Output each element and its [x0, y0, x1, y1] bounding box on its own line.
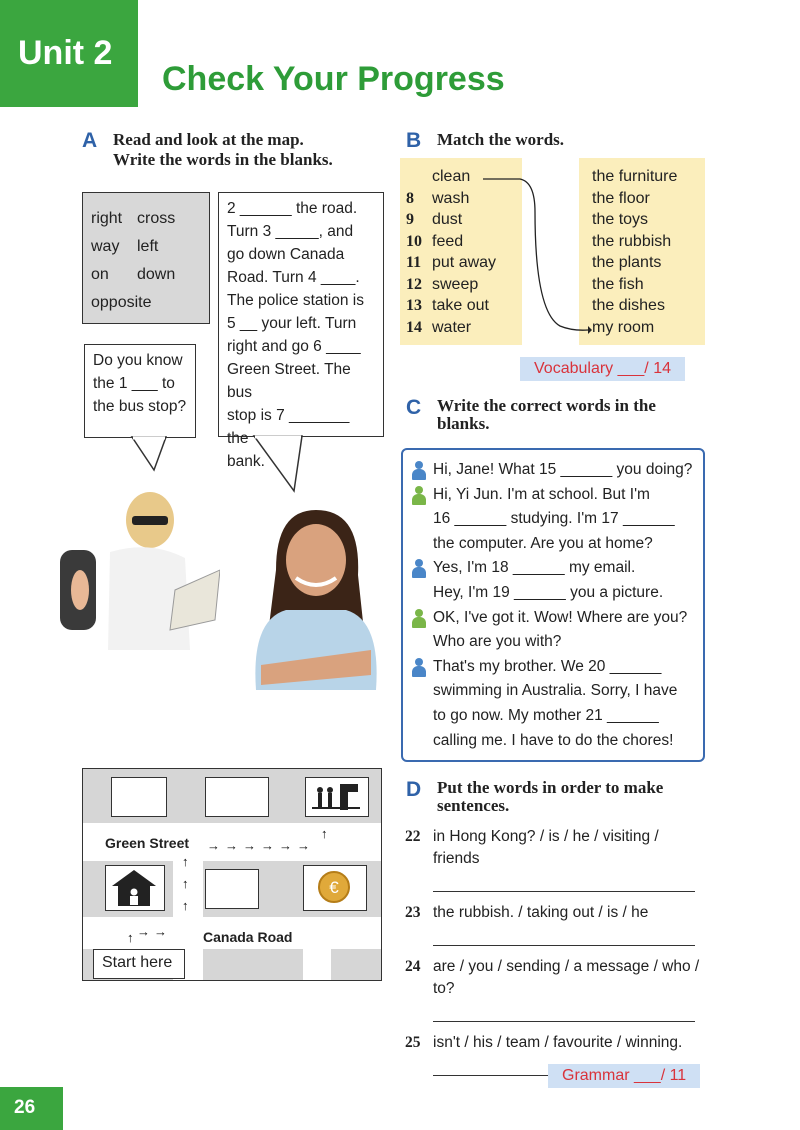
word-bank-word: way [91, 238, 120, 255]
page-title: Check Your Progress [162, 60, 505, 98]
sentence-item [405, 826, 710, 870]
section-d-instruction [437, 779, 663, 815]
unit-label: Unit 2 [18, 34, 113, 72]
section-a-instruction-line2: Write the words in the blanks. [113, 150, 333, 169]
item-number: 25 [405, 1034, 421, 1051]
route-arrow-up: ↑ [127, 930, 134, 945]
person-blue-icon [411, 559, 427, 579]
item-number: 9 [406, 211, 414, 228]
item-number: 13 [406, 297, 422, 314]
bubble-line: Turn 3 _____, and [227, 223, 354, 240]
match-right-item: my room [592, 318, 655, 336]
section-c-instruction-line2: blanks. [437, 414, 490, 433]
chat-line [409, 532, 697, 557]
chat-line [409, 729, 697, 754]
bubble-line: The police station is [227, 292, 364, 309]
match-right-item: the floor [592, 189, 650, 207]
match-right-item: the rubbish [592, 232, 672, 250]
match-right-item: the plants [592, 254, 662, 271]
chat-line [409, 581, 697, 606]
police-station-building [105, 865, 165, 911]
route-arrow-up: ↑ [321, 826, 328, 841]
item-text: feed [432, 232, 464, 250]
match-right-column [579, 158, 705, 345]
bubble-line: Green Street. The bus [227, 361, 351, 401]
match-right-item: the dishes [592, 297, 665, 314]
word-bank-word: right [91, 210, 123, 227]
word-bank-row [91, 289, 201, 317]
answer-line[interactable] [433, 878, 695, 892]
speech-bubble-right [218, 192, 384, 470]
chat-line [409, 655, 697, 680]
svg-text:€: € [329, 878, 339, 897]
section-d-instruction-line1: Put the words in order to make [437, 778, 664, 797]
person-blue-icon [411, 461, 427, 481]
chat-text: 16 ______ studying. I'm 17 ______ [433, 510, 675, 528]
section-c-instruction-line1: Write the correct words in the [437, 396, 656, 415]
grammar-score: Grammar ___/ 11 [548, 1064, 700, 1088]
chat-text: That's my brother. We 20 ______ [433, 657, 662, 675]
bubble-line: Do you know [93, 352, 183, 369]
chat-line [409, 630, 697, 655]
start-here-label: Start here [93, 949, 185, 979]
word-bank-word: opposite [91, 294, 152, 311]
word-bank-row [91, 205, 201, 233]
building [205, 777, 269, 817]
section-a-instruction [113, 130, 333, 170]
item-number: 23 [405, 904, 421, 921]
item-number: 24 [405, 958, 421, 975]
item-text: dust [432, 211, 463, 228]
chat-line [409, 556, 697, 581]
chat-line [409, 483, 697, 508]
chat-text: Yes, I'm 18 ______ my email. [433, 559, 636, 577]
item-words: the rubbish. / taking out / is / he [433, 904, 649, 921]
chat-line [409, 679, 697, 704]
building [205, 869, 259, 909]
building [111, 777, 167, 817]
chat-text: Who are you with? [433, 633, 562, 651]
answer-line[interactable] [433, 1008, 695, 1022]
section-c-instruction [437, 397, 656, 433]
match-right-item: the furniture [592, 168, 678, 185]
sentence-item [405, 956, 710, 1000]
sentence-items [405, 826, 710, 1086]
answer-line[interactable] [433, 932, 695, 946]
word-bank-row [91, 233, 201, 261]
word-bank-word: on [91, 266, 109, 283]
bank-icon [304, 866, 364, 908]
item-number: 11 [406, 254, 422, 271]
bubble-line: 5 __ your left. Turn [227, 315, 357, 332]
item-text: put away [432, 254, 497, 271]
bubble-line: the 1 ___ to [93, 375, 175, 392]
person-blue-icon [411, 658, 427, 678]
chat-text: calling me. I have to do the chores! [433, 731, 674, 749]
chat-text: OK, I've got it. Wow! Where are you? [433, 608, 688, 626]
section-d-instruction-line2: sentences. [437, 796, 510, 815]
item-number: 14 [406, 318, 422, 336]
match-right-item: the fish [592, 275, 644, 293]
bubble-line: 2 ______ the road. [227, 200, 358, 217]
section-b-letter: B [406, 129, 422, 152]
item-text: take out [432, 297, 489, 314]
word-bank-a [82, 192, 210, 324]
route-arrow-up: ↑ [182, 854, 189, 869]
bubble-line: the bus stop? [93, 398, 187, 415]
bus-stop-building [305, 777, 369, 817]
item-words: to? [433, 980, 455, 997]
smiling-woman-photo [236, 500, 386, 690]
page-number-badge [0, 1087, 63, 1130]
item-number: 8 [406, 189, 414, 207]
chat-line [409, 458, 697, 483]
chat-text: Hey, I'm 19 ______ you a picture. [433, 583, 664, 601]
item-text: clean [432, 168, 471, 185]
tourist-woman-photo [50, 480, 220, 650]
section-d-letter: D [406, 778, 422, 801]
police-station-icon [106, 866, 162, 908]
word-bank-word: left [137, 238, 159, 255]
chat-line [409, 507, 697, 532]
chat-text: the computer. Are you at home? [433, 534, 653, 552]
bubble-tail-right [250, 435, 310, 493]
route-arrow-up: ↑ [182, 876, 189, 891]
bus-stop-icon [306, 778, 366, 814]
item-text: wash [432, 189, 470, 207]
canada-road-label: Canada Road [203, 929, 293, 945]
bank-building [303, 865, 367, 911]
bubble-line: Road. Turn 4 ____. [227, 269, 360, 286]
route-arrows-start: →→ [137, 924, 171, 939]
section-b-instruction: Match the words. [437, 130, 565, 149]
chat-text: Hi, Jane! What 15 ______ you doing? [433, 461, 693, 478]
chat-line [409, 606, 697, 631]
item-words: are / you / sending / a message / who / [433, 958, 700, 975]
route-arrow-up: ↑ [182, 898, 189, 913]
chat-text: swimming in Australia. Sorry, I have [433, 682, 678, 700]
chat-dialogue [401, 448, 705, 762]
item-text: water [432, 318, 472, 336]
word-bank-row [91, 261, 201, 289]
section-a-instruction-line1: Read and look at the map. [113, 130, 304, 149]
green-street-label: Green Street [105, 835, 190, 851]
route-arrows-horizontal: →→→→→→ [207, 838, 315, 853]
chat-line [409, 704, 697, 729]
sentence-item [405, 902, 710, 924]
item-number: 22 [405, 828, 421, 845]
chat-text: Hi, Yi Jun. I'm at school. But I'm [433, 485, 650, 503]
match-right-item: the toys [592, 211, 649, 228]
bubble-line: go down Canada [227, 246, 345, 263]
page-number: 26 [14, 1097, 36, 1118]
section-c-letter: C [406, 396, 422, 419]
side-road [303, 949, 331, 981]
chat-text: to go now. My mother 21 ______ [433, 706, 659, 724]
word-bank-word: cross [137, 210, 176, 227]
item-number: 12 [406, 275, 422, 293]
speech-bubble-left [84, 344, 196, 438]
bubble-line: right and go 6 ____ [227, 338, 361, 355]
bubble-tail-left [130, 436, 170, 472]
vocabulary-score: Vocabulary ___/ 14 [520, 357, 685, 381]
sentence-item [405, 1032, 710, 1054]
item-number: 10 [406, 232, 422, 250]
item-words: in Hong Kong? / is / he / visiting / [433, 828, 659, 845]
example-match-line [480, 172, 592, 336]
item-words: friends [433, 850, 480, 867]
bubble-line: bank. [227, 453, 265, 470]
unit-badge [0, 0, 138, 107]
person-green-icon [411, 609, 427, 629]
bubble-line: stop is 7 _______ the [227, 407, 350, 447]
item-words: isn't / his / team / favourite / winning. [433, 1034, 683, 1051]
word-bank-word: down [137, 266, 176, 283]
section-a-letter: A [82, 129, 98, 152]
person-green-icon [411, 486, 427, 506]
item-text: sweep [432, 275, 479, 293]
street-map [82, 768, 382, 981]
